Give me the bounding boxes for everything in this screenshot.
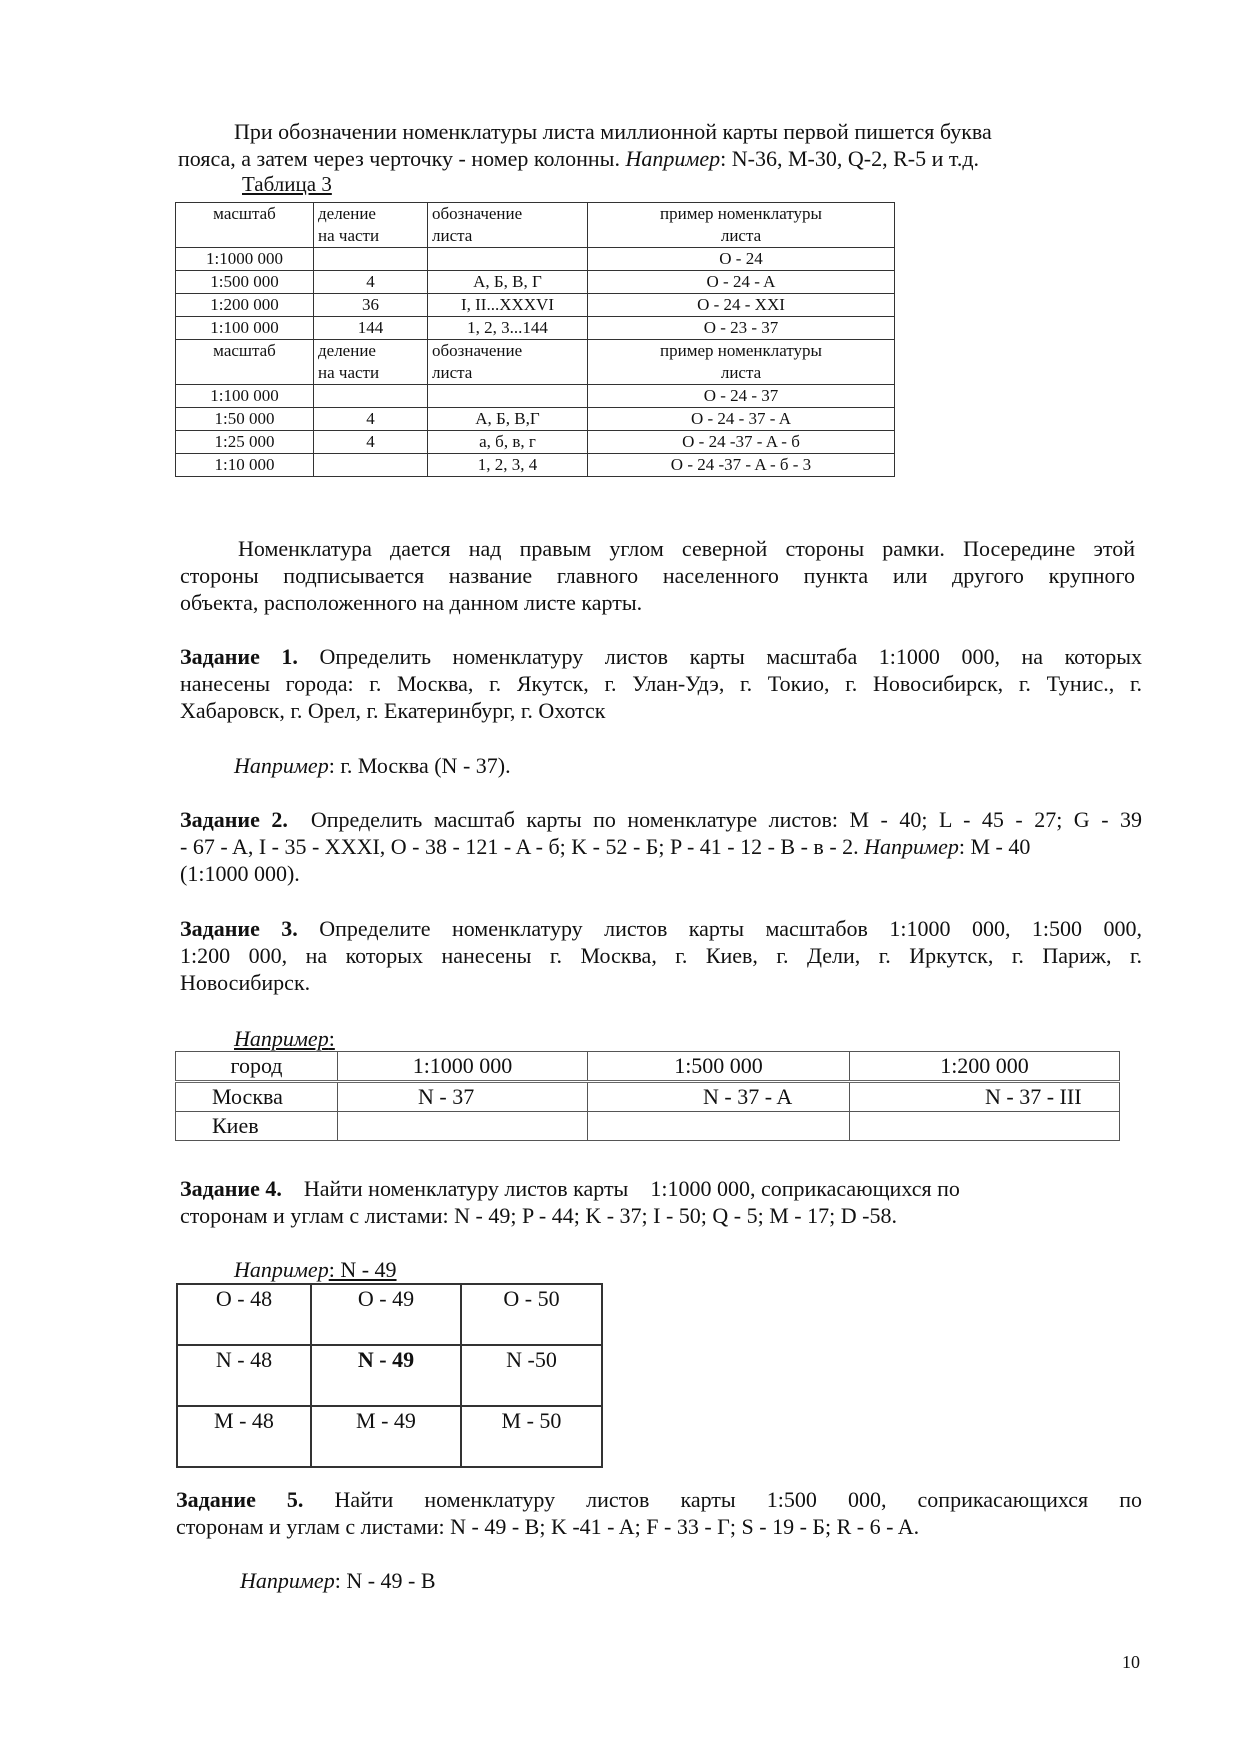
table3-header-cell: деление на части — [314, 203, 428, 248]
table3-header-cell: масштаб — [176, 203, 314, 248]
grid-cell: O - 50 — [461, 1284, 602, 1345]
intro-paragraph — [178, 118, 1118, 172]
table3-cell — [314, 385, 428, 408]
task4-example-value: : N - 49 — [328, 1257, 397, 1282]
task4-label: Задание 4. — [180, 1176, 282, 1201]
city-table-header-cell: 1:200 000 — [850, 1052, 1120, 1082]
task2-line-3: (1:1000 000). — [180, 861, 300, 886]
table3-cell: А, Б, В,Г — [428, 408, 588, 431]
city-table-header-cell: 1:1000 000 — [338, 1052, 588, 1082]
grid-cell: O - 49 — [311, 1284, 461, 1345]
table3-cell — [314, 248, 428, 271]
page-number: 10 — [1122, 1652, 1140, 1672]
city-table-cell: N - 37 - III — [850, 1082, 1120, 1112]
table3-row — [176, 271, 895, 294]
city-table — [175, 1051, 1120, 1141]
task5-line-2: сторонам и углам с листами: N - 49 - B; K -41 - A; F - 33 - Г; S - 19 - Б; R - 6 - A. — [176, 1514, 920, 1539]
nomenclature-line-3: объекта, расположенного на данном листе карты. — [180, 590, 643, 615]
table3-cell: O - 24 -37 - A - б - 3 — [588, 454, 895, 477]
intro-example-label: Например — [625, 146, 721, 171]
task3 — [180, 915, 1142, 996]
table3-cell: 36 — [314, 294, 428, 317]
table3-cell: 1:1000 000 — [176, 248, 314, 271]
city-table-row — [176, 1082, 1120, 1112]
table3-header-cell: деление на части — [314, 340, 428, 385]
city-table-row — [176, 1112, 1120, 1141]
table3-cell: 1:200 000 — [176, 294, 314, 317]
table3-cell: 1:10 000 — [176, 454, 314, 477]
task1-line-2: нанесены города: г. Москва, г. Якутск, г. Улан-Удэ, г. Токио, г. Новосибирск, г. Тунис., г. — [180, 671, 1142, 696]
table3-cell: 1:100 000 — [176, 385, 314, 408]
table3-cell: а, б, в, г — [428, 431, 588, 454]
city-table-cell: Киев — [176, 1112, 338, 1141]
task4-example-label: Например — [234, 1257, 329, 1282]
table3-cell: 144 — [314, 317, 428, 340]
grid-cell: M - 50 — [461, 1406, 602, 1467]
task5-line-1 — [176, 1486, 1142, 1513]
table3-cell: O - 24 -37 - A - б — [588, 431, 895, 454]
table3-cell: 4 — [314, 408, 428, 431]
table3-cell: 4 — [314, 431, 428, 454]
table3-cell — [314, 454, 428, 477]
city-table-cell: N - 37 — [338, 1082, 588, 1112]
grid-row — [177, 1345, 602, 1406]
task1-line-1 — [180, 643, 1142, 670]
task1-example-value: : г. Москва (N - 37). — [328, 753, 511, 778]
table3-cell: 1:100 000 — [176, 317, 314, 340]
table3-cell: O - 23 - 37 — [588, 317, 895, 340]
grid-cell: M - 49 — [311, 1406, 461, 1467]
table3-header-row-2 — [176, 340, 895, 385]
task2-line-1 — [180, 806, 1142, 833]
grid-row — [177, 1406, 602, 1467]
grid-cell: O - 48 — [177, 1284, 311, 1345]
table3-row — [176, 454, 895, 477]
intro-line-2-text: пояса, а затем через черточку - номер колонны. — [178, 146, 626, 171]
intro-example-value: : N-36, M-30, Q-2, R-5 и т.д. — [720, 146, 980, 171]
table3-cell: 1:25 000 — [176, 431, 314, 454]
task2-example-label: Например — [864, 834, 959, 859]
intro-line-1: При обозначении номенклатуры листа миллионной карты первой пишется буква — [234, 119, 992, 144]
task5-text: Найти номенклатуру листов карты 1:500 000, соприкасающихся по — [303, 1487, 1143, 1512]
task5-example — [240, 1567, 436, 1594]
table3-cell: O - 24 — [588, 248, 895, 271]
grid-cell: N -50 — [461, 1345, 602, 1406]
task2-label: Задание 2. — [180, 807, 288, 832]
task3-label: Задание 3. — [180, 916, 298, 941]
table3-cell: А, Б, В, Г — [428, 271, 588, 294]
task4-text: Найти номенклатуру листов карты 1:1000 000, соприкасающихся по — [281, 1176, 960, 1201]
table3-cell: 1:500 000 — [176, 271, 314, 294]
grid-cell-center: N - 49 — [311, 1345, 461, 1406]
table3-header-row — [176, 203, 895, 248]
task5-example-value: : N - 49 - B — [334, 1568, 436, 1593]
table3-row — [176, 317, 895, 340]
intro-line-2 — [178, 145, 1118, 172]
task4 — [180, 1175, 1142, 1229]
task2-text: Определить масштаб карты по номенклатуре листов: M - 40; L - 45 - 27; G - 39 — [287, 807, 1143, 832]
task3-example — [234, 1025, 335, 1052]
city-table-cell — [850, 1112, 1120, 1141]
table3-header-cell: обозначение листа — [428, 203, 588, 248]
task1 — [180, 643, 1142, 724]
table3 — [175, 202, 895, 477]
table3-row — [176, 294, 895, 317]
table3-cell — [428, 248, 588, 271]
table3-cell: O - 24 - 37 — [588, 385, 895, 408]
task1-example — [234, 752, 511, 779]
city-table-header-cell: 1:500 000 — [588, 1052, 850, 1082]
task1-text: Определить номенклатуру листов карты масштаба 1:1000 000, на которых — [297, 644, 1142, 669]
task2-line-2 — [180, 833, 1142, 860]
task2-line-2-text: - 67 - A, I - 35 - XXXI, O - 38 - 121 - A - б; K - 52 - Б; P - 41 - 12 - B - в - 2. — [180, 834, 865, 859]
table3-cell: 1:50 000 — [176, 408, 314, 431]
city-table-cell — [588, 1112, 850, 1141]
task3-line-2: 1:200 000, на которых нанесены г. Москва, г. Киев, г. Дели, г. Иркутск, г. Париж, г. — [180, 943, 1142, 968]
table3-header-cell: масштаб — [176, 340, 314, 385]
city-table-cell — [338, 1112, 588, 1141]
task3-line-3: Новосибирск. — [180, 970, 311, 995]
task3-line-1 — [180, 915, 1142, 942]
grid-cell: N - 48 — [177, 1345, 311, 1406]
task5-label: Задание 5. — [176, 1487, 304, 1512]
task4-line-2: сторонам и углам с листами: N - 49; P - 44; K - 37; I - 50; Q - 5; M - 17; D -58. — [180, 1203, 897, 1228]
table3-row — [176, 408, 895, 431]
table3-cell: O - 24 - XXI — [588, 294, 895, 317]
table3-header-cell: пример номенклатуры листа — [588, 340, 895, 385]
task1-line-3: Хабаровск, г. Орел, г. Екатеринбург, г. Охотск — [180, 698, 606, 723]
nomenclature-line-2: стороны подписывается название главного населенного пункта или другого крупного — [180, 563, 1135, 588]
table3-header-cell: пример номенклатуры листа — [588, 203, 895, 248]
task4-example — [234, 1256, 397, 1283]
task5-example-label: Например — [240, 1568, 335, 1593]
table3-header-cell: обозначение листа — [428, 340, 588, 385]
task3-example-suffix: : — [328, 1026, 335, 1051]
city-table-cell: Москва — [176, 1082, 338, 1112]
table3-cell: I, II...XXXVI — [428, 294, 588, 317]
grid-cell: M - 48 — [177, 1406, 311, 1467]
city-table-cell: N - 37 - A — [588, 1082, 850, 1112]
table3-cell: 4 — [314, 271, 428, 294]
task1-label: Задание 1. — [180, 644, 298, 669]
table3-cell: O - 24 - 37 - A — [588, 408, 895, 431]
task4-line-1 — [180, 1175, 1142, 1202]
table3-cell: 1, 2, 3, 4 — [428, 454, 588, 477]
nomenclature-paragraph — [180, 535, 1135, 616]
task5 — [176, 1486, 1142, 1540]
table3-cell — [428, 385, 588, 408]
task3-text: Определите номенклатуру листов карты масштабов 1:1000 000, 1:500 000, — [297, 916, 1142, 941]
task2-example-value: : M - 40 — [958, 834, 1031, 859]
table3-caption: Таблица 3 — [242, 172, 332, 196]
nomenclature-line-1: Номенклатура дается над правым углом северной стороны рамки. Посередине этой — [238, 536, 1135, 561]
table3-row — [176, 248, 895, 271]
city-table-header — [176, 1052, 1120, 1082]
table3-row — [176, 385, 895, 408]
grid-row — [177, 1284, 602, 1345]
city-table-header-cell: город — [176, 1052, 338, 1082]
adjacent-sheets-grid — [176, 1283, 603, 1468]
table3-cell: 1, 2, 3...144 — [428, 317, 588, 340]
table3-cell: O - 24 - A — [588, 271, 895, 294]
task2 — [180, 806, 1142, 887]
task1-example-label: Например — [234, 753, 329, 778]
task3-example-label: Например — [234, 1026, 329, 1051]
table3-row — [176, 431, 895, 454]
